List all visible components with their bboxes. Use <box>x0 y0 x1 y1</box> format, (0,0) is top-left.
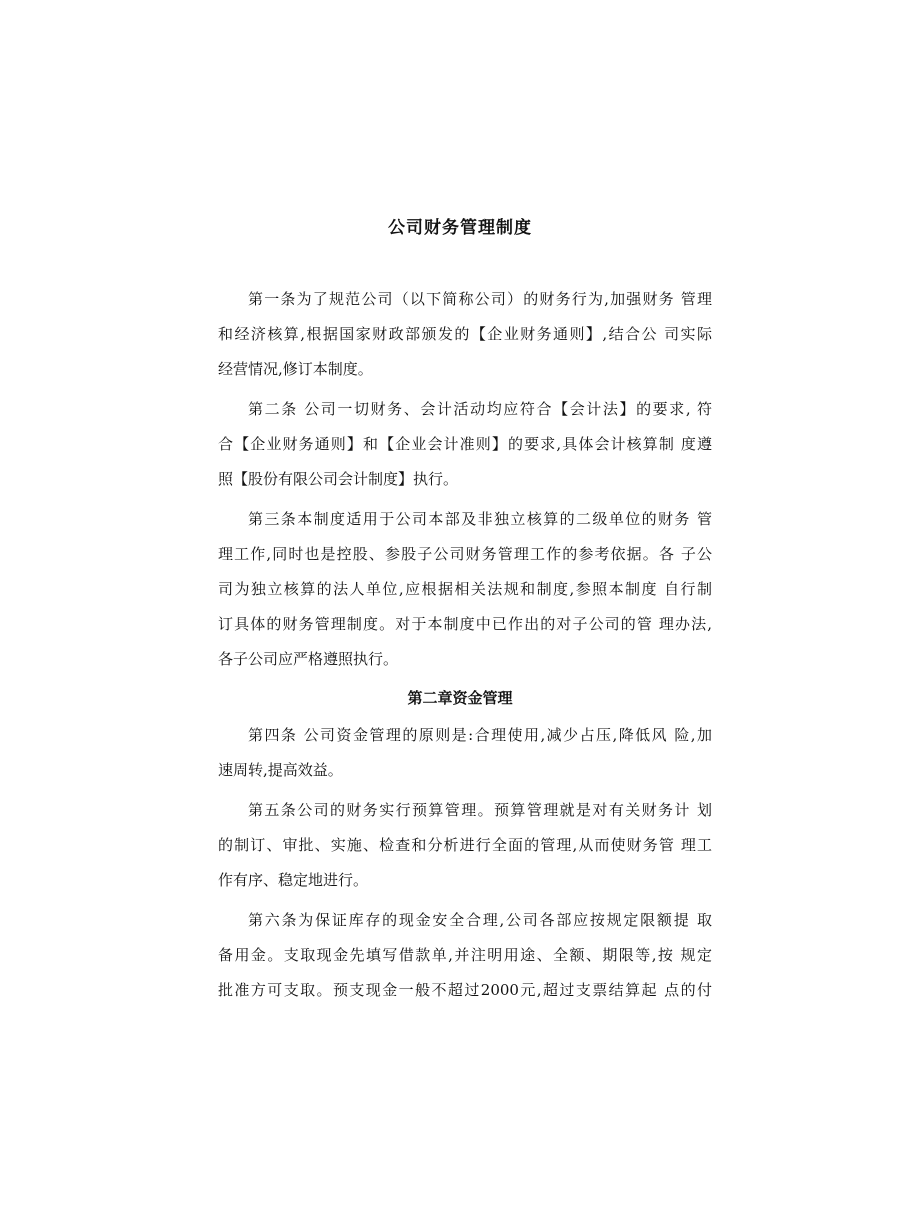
article-5-line-1: 第五条公司的财务实行预算管理。预算管理就是对有关财务计 划 <box>248 801 712 819</box>
article-2-line-3: 照【股份有限公司会计制度】执行。 <box>218 470 459 488</box>
article-3-line-3: 司为独立核算的法人单位,应根据相关法规和制度,参照本制度 自行制 <box>218 580 712 598</box>
document-title: 公司财务管理制度 <box>388 218 532 238</box>
article-2-line-2: 合【企业财务通则】和【企业会计准则】的要求,具体会计核算制 度遵 <box>218 435 712 453</box>
article-3-line-1: 第三条本制度适用于公司本部及非独立核算的二级单位的财务 管 <box>248 510 712 528</box>
article-3-line-2: 理工作,同时也是控股、参股子公司财务管理工作的参考依据。各 子公 <box>218 545 712 563</box>
article-3-line-4: 订具体的财务管理制度。对于本制度中已作出的对子公司的管 理办法, <box>218 615 712 633</box>
article-5-line-3: 作有序、稳定地进行。 <box>218 871 369 889</box>
article-5-line-2: 的制订、审批、实施、检查和分析进行全面的管理,从而使财务管 理工 <box>218 836 712 854</box>
article-1-line-2: 和经济核算,根据国家财政部颁发的【企业财务通则】,结合公 司实际 <box>218 325 712 343</box>
article-1-line-3: 经营情况,修订本制度。 <box>218 360 373 378</box>
article-6-line-2: 备用金。支取现金先填写借款单,并注明用途、全额、期限等,按 规定 <box>218 946 712 964</box>
chapter-2-heading: 第二章资金管理 <box>407 689 513 707</box>
article-6-line-3: 批准方可支取。预支现金一般不超过2000元,超过支票结算起 点的付 <box>218 981 712 999</box>
article-1-line-1: 第一条为了规范公司（以下简称公司）的财务行为,加强财务 管理 <box>248 290 712 308</box>
article-4-line-2: 速周转,提高效益。 <box>218 761 343 779</box>
article-2-line-1: 第二条 公司一切财务、会计活动均应符合【会计法】的要求, 符 <box>248 400 712 418</box>
article-6-line-1: 第六条为保证库存的现金安全合理,公司各部应按规定限额提 取 <box>248 911 712 929</box>
article-4-line-1: 第四条 公司资金管理的原则是:合理使用,减少占压,降低风 险,加 <box>248 726 712 744</box>
article-3-line-5: 各子公司应严格遵照执行。 <box>218 650 399 668</box>
